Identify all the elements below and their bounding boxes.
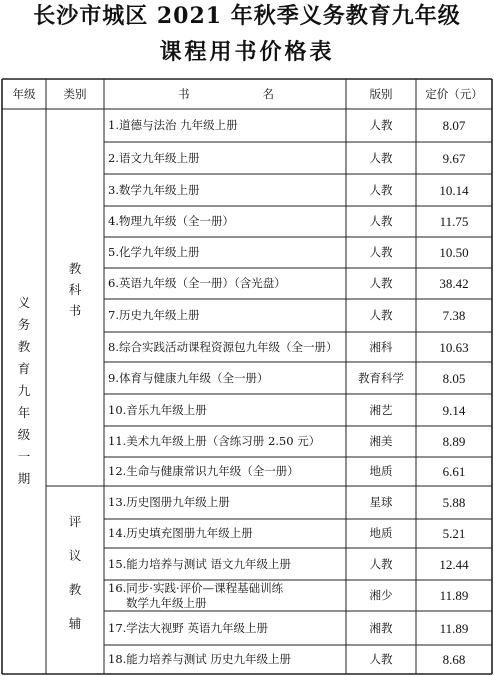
publisher: 人教 bbox=[369, 276, 393, 290]
header-category: 类别 bbox=[63, 86, 87, 101]
publisher: 湘科 bbox=[369, 339, 393, 354]
price: 6.61 bbox=[442, 464, 466, 479]
publisher: 教育科学 bbox=[358, 370, 404, 385]
price: 11.89 bbox=[439, 620, 469, 636]
book-name: 13.历史图册九年级上册 bbox=[108, 495, 230, 509]
price: 10.14 bbox=[439, 182, 469, 198]
price: 8.05 bbox=[442, 370, 466, 386]
category-supplementary-char: 议 bbox=[68, 548, 82, 563]
grade-label-char: 年 bbox=[17, 404, 31, 420]
category-supplementary-char: 评 bbox=[68, 514, 82, 529]
publisher: 地质 bbox=[369, 526, 393, 540]
book-name: 18.能力培养与测试 历史九年级上册 bbox=[108, 652, 291, 666]
book-name: 8.综合实践活动课程资源包九年级（全一册） bbox=[108, 339, 338, 354]
publisher: 人教 bbox=[369, 150, 393, 165]
price: 10.63 bbox=[439, 339, 469, 355]
category-textbook bbox=[46, 255, 104, 325]
book-name: 16.同步·实践·评价—课程基础训练 bbox=[108, 580, 284, 595]
header-grade: 年级 bbox=[12, 86, 36, 101]
publisher: 人教 bbox=[369, 214, 393, 228]
publisher: 人教 bbox=[369, 182, 393, 197]
book-name: 12.生命与健康常识九年级（全一册） bbox=[108, 464, 299, 478]
price: 9.67 bbox=[442, 150, 466, 166]
book-name: 3.数学九年级上册 bbox=[108, 182, 200, 197]
book-name: 10.音乐九年级上册 bbox=[108, 402, 207, 417]
book-name: 17.学法大视野 英语九年级上册 bbox=[108, 620, 268, 635]
publisher: 湘少 bbox=[369, 588, 393, 602]
publisher: 人教 bbox=[369, 118, 393, 132]
book-name: 9.体育与健康九年级（全一册） bbox=[108, 370, 269, 385]
grade-label-char: 义 bbox=[17, 294, 31, 310]
page-title: 长沙市城区 2021 年秋季义务教育九年级 bbox=[33, 3, 461, 29]
price: 8.07 bbox=[442, 118, 466, 133]
publisher: 湘美 bbox=[369, 434, 393, 448]
price: 38.42 bbox=[439, 276, 469, 291]
category-textbook-char: 书 bbox=[68, 302, 82, 318]
grade-label-char: 级 bbox=[17, 426, 31, 442]
book-name: 6.英语九年级（全一册）（含光盘） bbox=[108, 276, 286, 290]
grade-label-char: 九 bbox=[17, 382, 31, 398]
header-price: 定价（元） bbox=[425, 86, 483, 101]
category-textbook-char: 科 bbox=[68, 281, 82, 297]
book-name: 4.物理九年级（全一册） bbox=[108, 214, 234, 228]
grade-label-char: 育 bbox=[17, 360, 31, 376]
publisher: 人教 bbox=[369, 245, 393, 259]
publisher: 湘艺 bbox=[369, 402, 393, 417]
publisher: 人教 bbox=[369, 652, 393, 666]
publisher: 人教 bbox=[369, 556, 393, 571]
price: 12.44 bbox=[439, 556, 469, 572]
header-book-name bbox=[104, 79, 346, 109]
book-name: 2.语文九年级上册 bbox=[108, 150, 200, 165]
grade-label-char: 期 bbox=[17, 470, 31, 486]
header-publisher: 版别 bbox=[369, 86, 393, 101]
book-name: 1.道德与法治 九年级上册 bbox=[108, 118, 238, 132]
publisher: 人教 bbox=[369, 308, 393, 322]
category-supplementary bbox=[46, 486, 104, 674]
book-name: 7.历史九年级上册 bbox=[108, 308, 200, 322]
price: 7.38 bbox=[442, 308, 466, 323]
publisher: 星球 bbox=[369, 495, 393, 509]
page-subtitle: 课程用书价格表 bbox=[159, 39, 335, 65]
price: 9.14 bbox=[442, 402, 466, 418]
price: 5.21 bbox=[442, 526, 466, 541]
grade-label-char: 务 bbox=[17, 316, 31, 332]
publisher: 湘教 bbox=[369, 620, 393, 635]
category-supplementary-char: 辅 bbox=[68, 616, 82, 631]
category-textbook-char: 教 bbox=[68, 260, 82, 276]
header-book-book_2: 名 bbox=[262, 86, 274, 101]
category-supplementary-char: 教 bbox=[68, 582, 82, 597]
price: 10.50 bbox=[439, 245, 469, 260]
price: 11.89 bbox=[439, 588, 469, 603]
book-name: 15.能力培养与测试 语文九年级上册 bbox=[108, 556, 291, 571]
book-name: 5.化学九年级上册 bbox=[108, 245, 200, 259]
book-name: 14.历史填充图册九年级上册 bbox=[108, 526, 253, 540]
grade-label bbox=[2, 109, 46, 674]
grade-label-char: 教 bbox=[17, 338, 31, 354]
price: 5.88 bbox=[442, 495, 466, 510]
grade-label-char: 一 bbox=[17, 448, 31, 464]
price: 11.75 bbox=[439, 214, 469, 229]
price: 8.89 bbox=[442, 434, 466, 449]
book-name: 11.美术九年级上册（含练习册 2.50 元） bbox=[108, 434, 321, 448]
book-name-cell bbox=[104, 580, 346, 611]
book-name-line2: 数学九年级上册 bbox=[126, 595, 207, 610]
header-book-book_1: 书 bbox=[178, 86, 190, 101]
price: 8.68 bbox=[442, 652, 466, 667]
publisher: 地质 bbox=[369, 464, 393, 478]
